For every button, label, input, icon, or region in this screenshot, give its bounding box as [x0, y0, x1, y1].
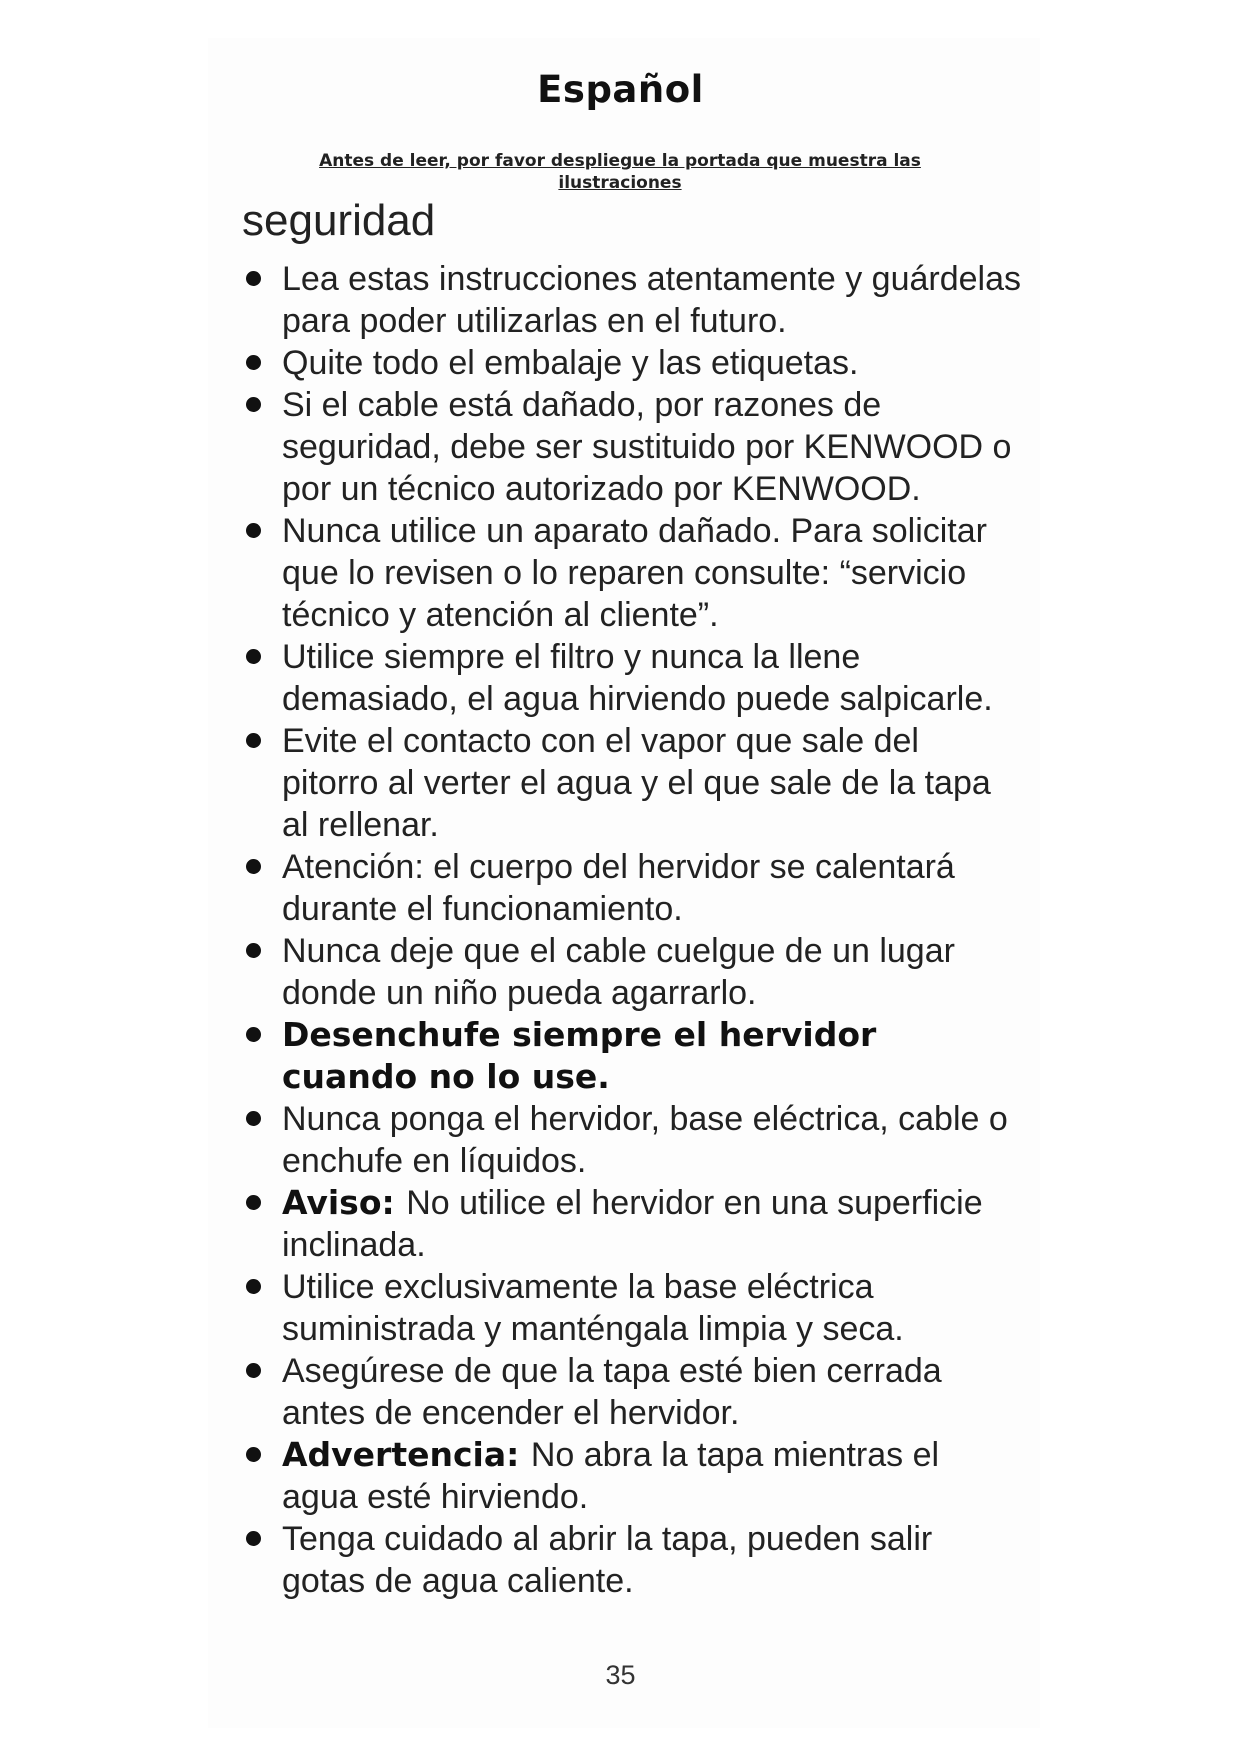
safety-item [242, 510, 1022, 636]
notice-line-1: Antes de leer, por favor despliegue la portada que muestra las [319, 151, 921, 171]
bullet-icon [246, 1363, 261, 1378]
safety-item [242, 1518, 1022, 1602]
item-text: Si el cable está dañado, por razones de seguridad, debe ser sustituido por KENWOOD o por un técnico autorizado por KENWOOD. [282, 386, 1012, 508]
item-text: Quite todo el embalaje y las etiquetas. [282, 344, 859, 382]
bullet-icon [246, 733, 261, 748]
safety-item [242, 846, 1022, 930]
item-text: Asegúrese de que la tapa esté bien cerrada antes de encender el hervidor. [282, 1352, 942, 1432]
item-text: Utilice siempre el filtro y nunca la llene demasiado, el agua hirviendo puede salpicarle. [282, 638, 993, 718]
item-lead: Advertencia: [282, 1435, 531, 1474]
safety-item [242, 1014, 1022, 1098]
safety-item [242, 720, 1022, 846]
safety-item [242, 384, 1022, 510]
item-text: Atención: el cuerpo del hervidor se calentará durante el funcionamiento. [282, 848, 955, 928]
item-text: Nunca ponga el hervidor, base eléctrica, cable o enchufe en líquidos. [282, 1100, 1008, 1180]
bullet-icon [246, 397, 261, 412]
notice-line-2: ilustraciones [558, 173, 682, 193]
safety-item [242, 930, 1022, 1014]
safety-item [242, 1434, 1022, 1518]
fold-out-notice [300, 150, 940, 194]
item-text: Nunca utilice un aparato dañado. Para solicitar que lo revisen o lo reparen consulte: “servicio técnico y atención al cliente”. [282, 512, 987, 634]
item-lead: Desenchufe siempre el hervidor cuando no lo use. [282, 1015, 877, 1096]
item-text: No utilice el hervidor en una superficie inclinada. [282, 1184, 983, 1264]
item-text: Lea estas instrucciones atentamente y guárdelas para poder utilizarlas en el futuro. [282, 260, 1022, 340]
bullet-icon [246, 523, 261, 538]
safety-list [242, 258, 1022, 1602]
item-text: Tenga cuidado al abrir la tapa, pueden salir gotas de agua caliente. [282, 1520, 933, 1600]
bullet-icon [246, 1447, 261, 1462]
safety-item [242, 1350, 1022, 1434]
safety-item [242, 1182, 1022, 1266]
bullet-icon [246, 1111, 261, 1126]
bullet-icon [246, 943, 261, 958]
bullet-icon [246, 1279, 261, 1294]
safety-item [242, 258, 1022, 342]
bullet-icon [246, 1531, 261, 1546]
language-title: Español [537, 68, 704, 111]
bullet-icon [246, 649, 261, 664]
item-text: Utilice exclusivamente la base eléctrica suministrada y manténgala limpia y seca. [282, 1268, 904, 1348]
item-lead: Aviso: [282, 1183, 407, 1222]
safety-item [242, 1098, 1022, 1182]
section-heading: seguridad [242, 196, 436, 245]
item-text: Evite el contacto con el vapor que sale del pitorro al verter el agua y el que sale de la tapa al rellenar. [282, 722, 991, 844]
bullet-icon [246, 1195, 261, 1210]
item-text: Nunca deje que el cable cuelgue de un lugar donde un niño pueda agarrarlo. [282, 932, 955, 1012]
safety-item [242, 1266, 1022, 1350]
bullet-icon [246, 355, 261, 370]
bullet-icon [246, 859, 261, 874]
page-number: 35 [605, 1660, 636, 1690]
item-text: No abra la tapa mientras el agua esté hirviendo. [282, 1436, 940, 1516]
safety-item [242, 342, 1022, 384]
bullet-icon [246, 271, 261, 286]
safety-item [242, 636, 1022, 720]
bullet-icon [246, 1027, 261, 1042]
